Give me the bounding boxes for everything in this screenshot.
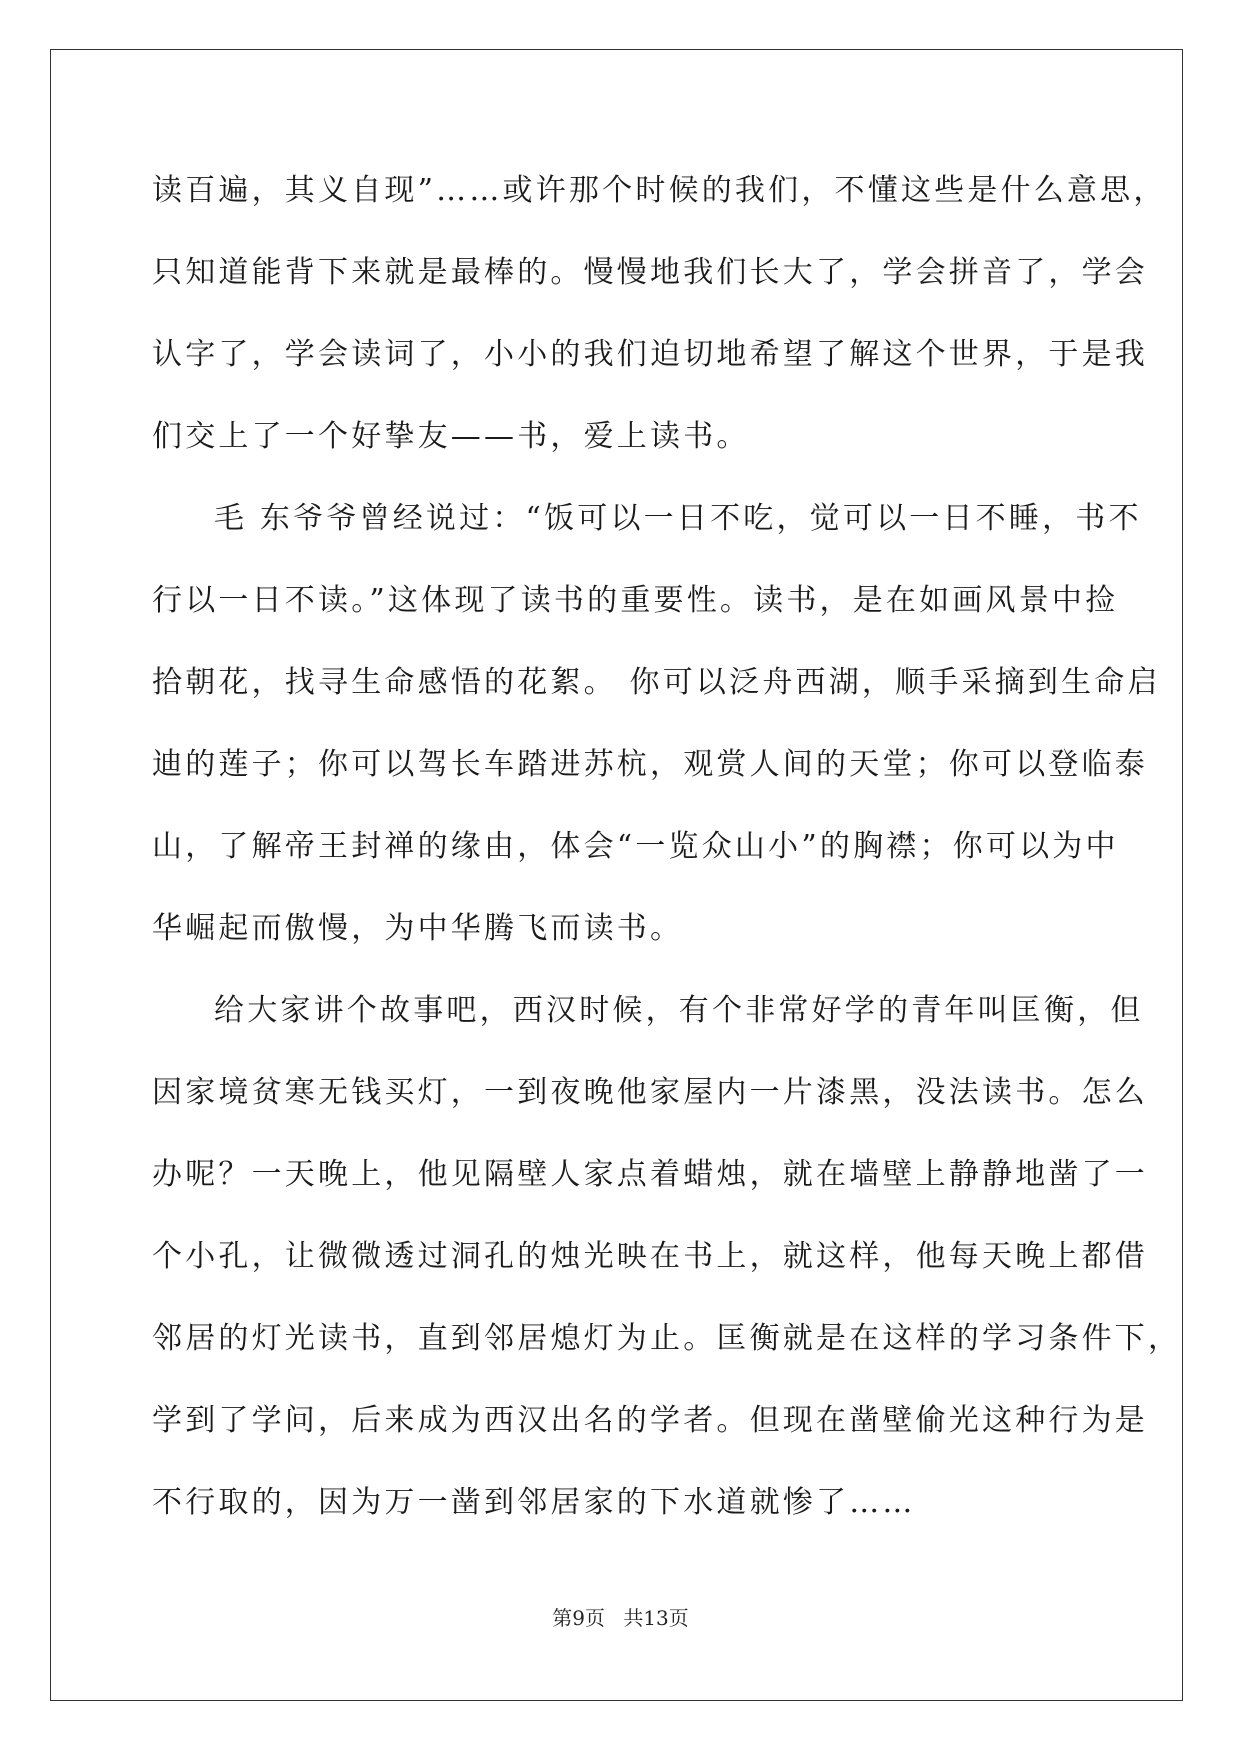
text-line: 读百遍，其义自现”……或许那个时候的我们，不懂这些是什么意思， — [152, 173, 1167, 208]
total-pages: 共13页 — [623, 1606, 689, 1630]
text-line: 迪的莲子；你可以驾长车踏进苏杭，观赏人间的天堂；你可以登临泰 — [152, 747, 1148, 782]
text-line: 华崛起而傲慢，为中华腾飞而读书。 — [152, 911, 684, 946]
text-line: 毛 东爷爷曾经说过：“饭可以一日不吃，觉可以一日不睡，书不 — [214, 501, 1142, 536]
text-line: 邻居的灯光读书，直到邻居熄灯为止。匡衡就是在这样的学习条件下， — [152, 1321, 1182, 1356]
text-line: 给大家讲个故事吧，西汉时候，有个非常好学的青年叫匡衡，但 — [214, 993, 1144, 1028]
text-line: 们交上了一个好挚友——书，爱上读书。 — [152, 419, 750, 454]
text-line: 不行取的，因为万一凿到邻居家的下水道就惨了…… — [152, 1485, 916, 1520]
text-line: 学到了学问，后来成为西汉出名的学者。但现在凿壁偷光这种行为是 — [152, 1403, 1148, 1438]
text-line: 个小孔，让微微透过洞孔的烛光映在书上，就这样，他每天晚上都借 — [152, 1239, 1148, 1274]
text-line: 拾朝花，找寻生命感悟的花絮。 你可以泛舟西湖，顺手采摘到生命启 — [152, 665, 1161, 700]
text-line: 行以一日不读。”这体现了读书的重要性。读书，是在如画风景中捡 — [152, 583, 1119, 618]
text-line: 因家境贫寒无钱买灯，一到夜晚他家屋内一片漆黑，没法读书。怎么 — [152, 1075, 1148, 1110]
text-line: 山，了解帝王封禅的缘由，体会“一览众山小”的胸襟；你可以为中 — [152, 829, 1119, 864]
text-line: 办呢？一天晚上，他见隔壁人家点着蜡烛，就在墙壁上静静地凿了一 — [152, 1157, 1148, 1192]
page-footer — [0, 1602, 1241, 1631]
text-line: 只知道能背下来就是最棒的。慢慢地我们长大了，学会拼音了，学会 — [152, 255, 1148, 290]
document-body — [152, 165, 1182, 1559]
current-page-number: 第9页 — [552, 1606, 605, 1630]
text-line: 认字了，学会读词了，小小的我们迫切地希望了解这个世界，于是我 — [152, 337, 1148, 372]
